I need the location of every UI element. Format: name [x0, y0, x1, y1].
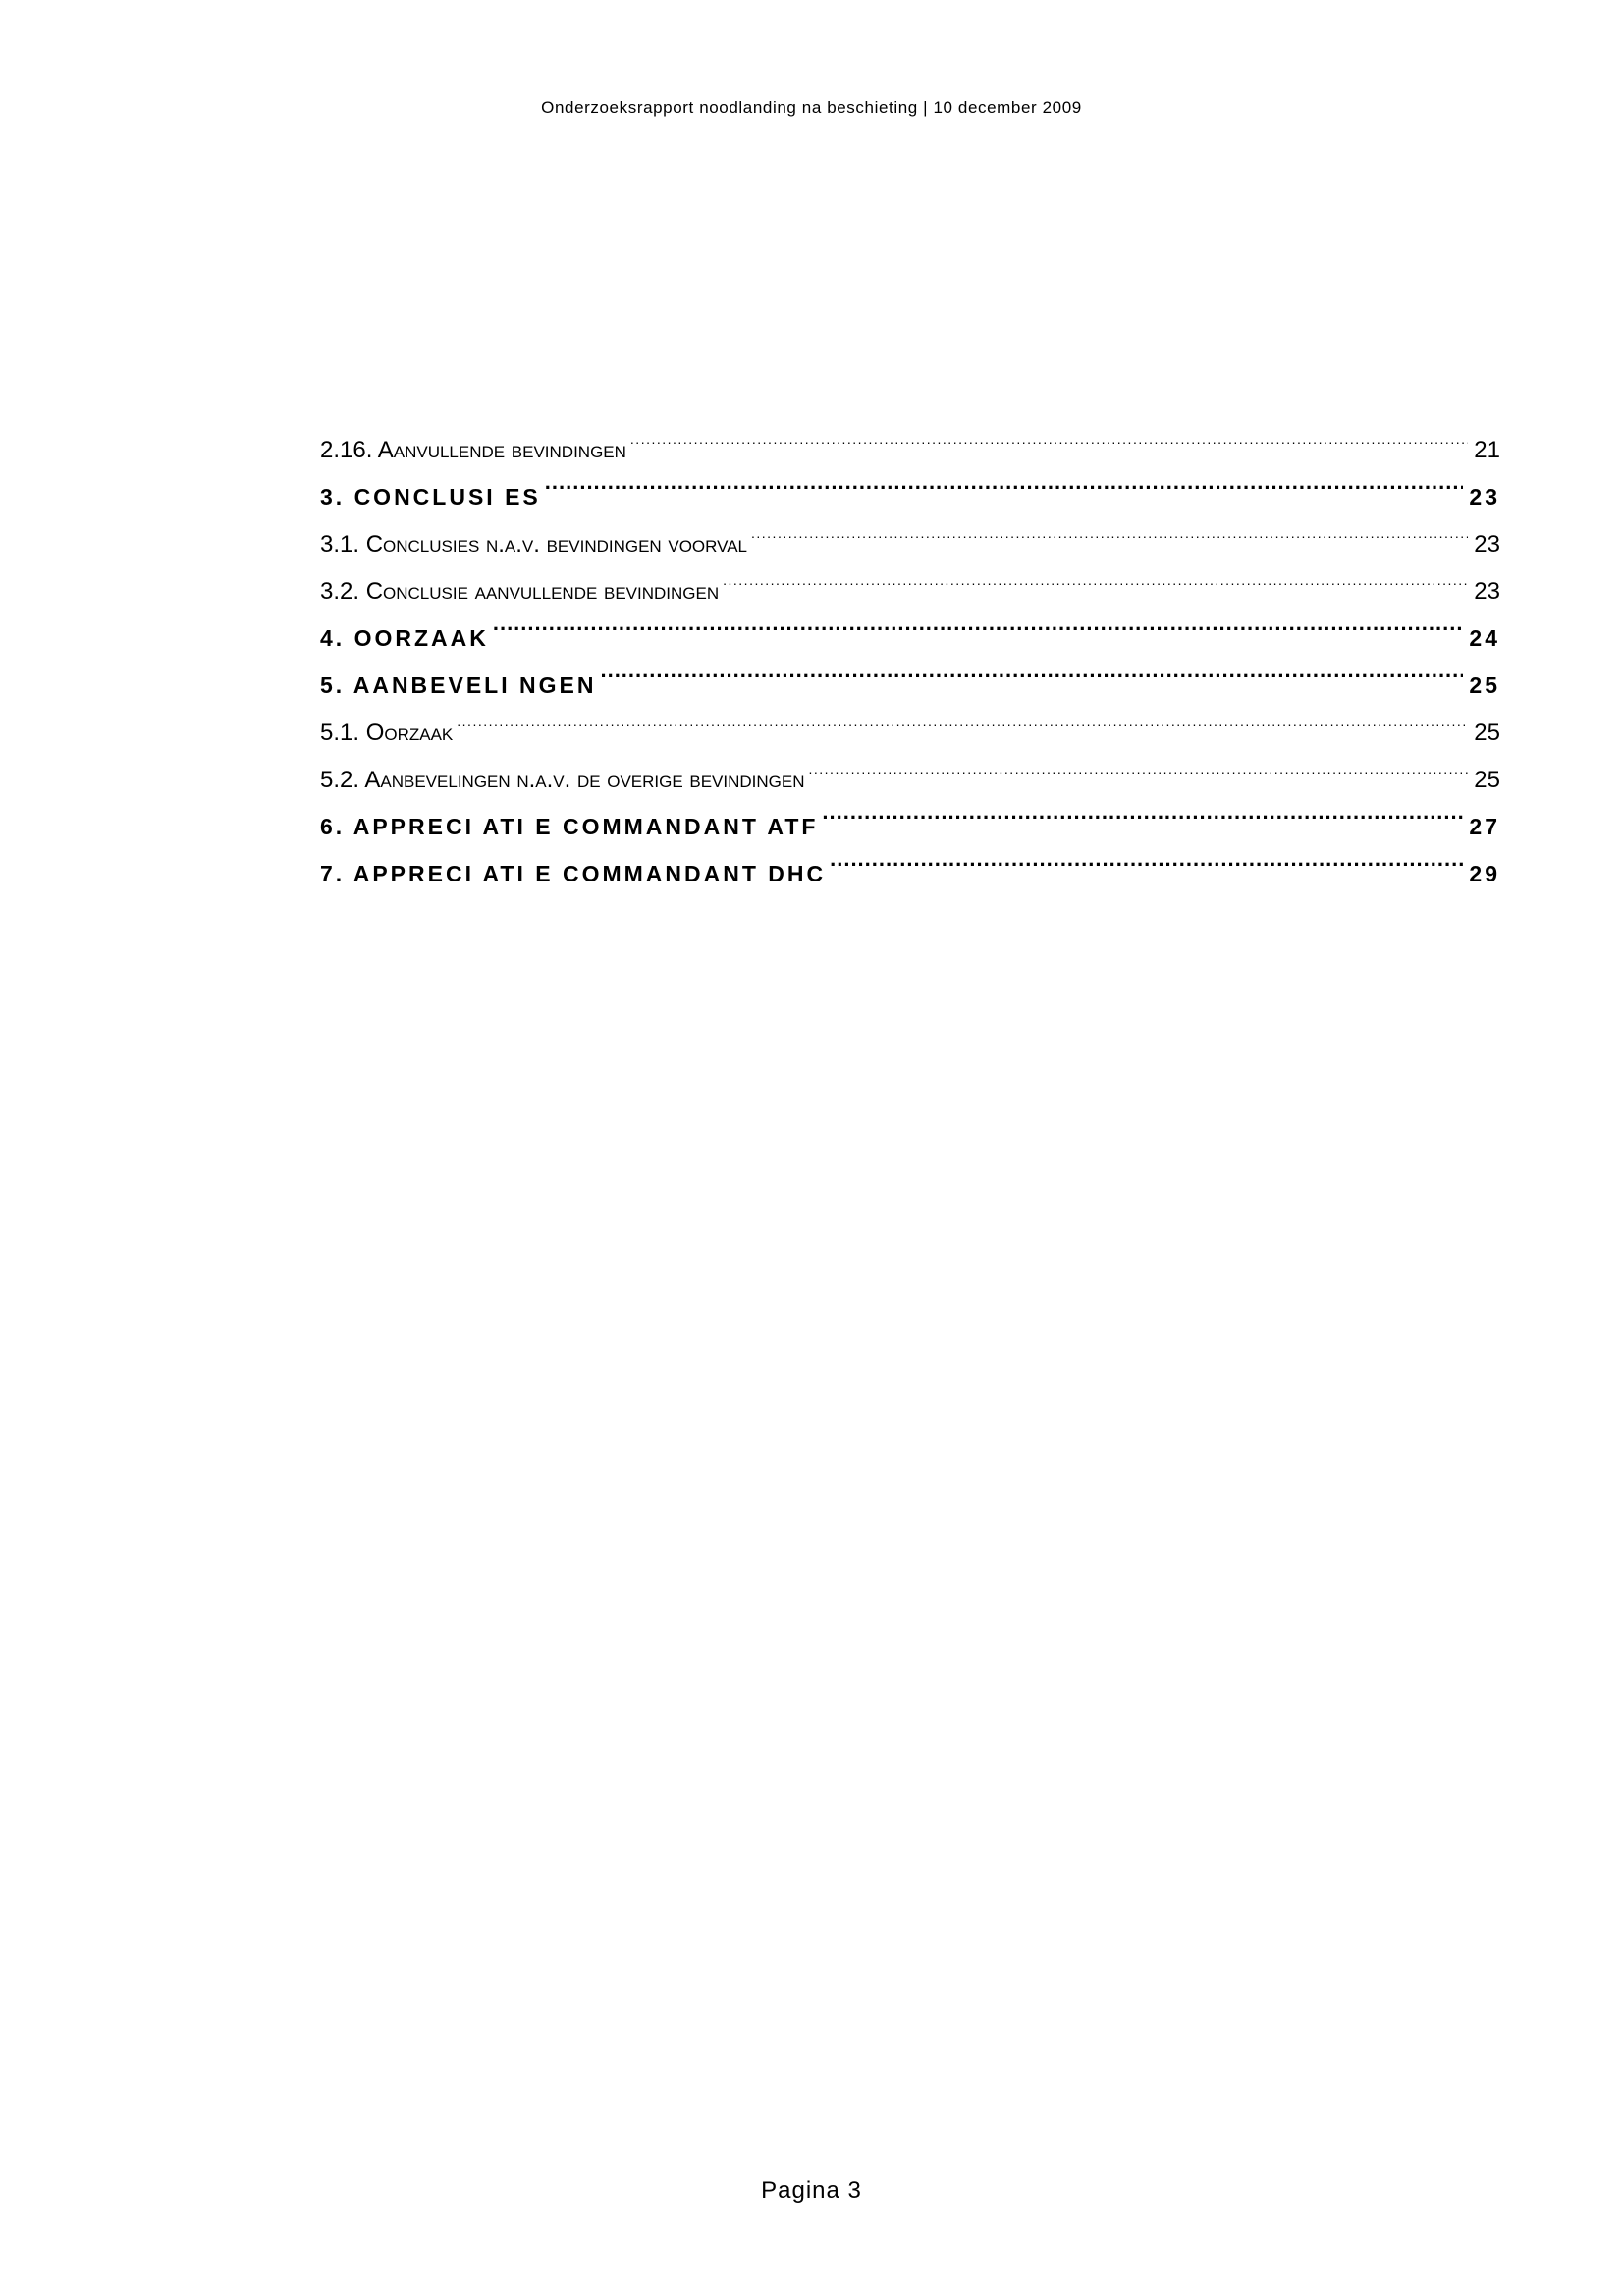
toc-entry-label: onclusies n.a.v. bevindingen voorval — [383, 531, 747, 558]
toc-entry-oorzaak[interactable] — [320, 599, 1500, 651]
toc-entry-number: 6. APPRECI ATI E COMMANDANT ATF — [320, 814, 819, 839]
toc-entry-oorzaak-sub[interactable] — [320, 693, 1500, 746]
toc-entry-number: 2.16. A — [320, 437, 394, 463]
toc-entry-number: 5.1. O — [320, 720, 385, 746]
toc-entry-label: orzaak — [384, 720, 454, 746]
toc-page-number: 21 — [1474, 437, 1500, 463]
toc-dot-leader — [809, 740, 1469, 787]
toc-dot-leader — [723, 552, 1468, 599]
toc-entry-title — [320, 614, 489, 662]
toc-entry-aanbevelingen-overige[interactable] — [320, 740, 1500, 793]
toc-entry-title — [320, 757, 805, 804]
toc-page-number: 23 — [1474, 578, 1500, 605]
toc-entry-label: onclusie aanvullende bevindingen — [383, 578, 720, 605]
toc-entry-label: anvullende bevindingen — [393, 437, 626, 463]
toc-page-number: 23 — [1474, 531, 1500, 558]
toc-page-number: 29 — [1469, 861, 1500, 886]
toc-entry-number: 4. OORZAAK — [320, 625, 489, 651]
toc-entry-number: 5.2. A — [320, 767, 381, 793]
toc-page-number: 25 — [1469, 672, 1500, 698]
toc-page-number: 24 — [1469, 625, 1500, 651]
toc-dot-leader — [830, 834, 1463, 881]
table-of-contents — [320, 410, 1500, 886]
toc-entry-number: 3. CONCLUSI ES — [320, 484, 541, 509]
toc-entry-label: anbevelingen n.a.v. de overige bevindingen — [380, 767, 805, 793]
toc-entry-title — [320, 850, 826, 897]
toc-entry-number: 7. APPRECI ATI E COMMANDANT DHC — [320, 861, 827, 886]
toc-dot-leader — [751, 505, 1468, 552]
toc-page-number: 25 — [1474, 767, 1500, 793]
toc-page-number: 23 — [1469, 484, 1500, 509]
toc-entry-title — [320, 473, 541, 520]
toc-entry-title — [320, 710, 453, 757]
toc-entry-number: 3.2. C — [320, 578, 384, 605]
toc-entry-number: 5. AANBEVELI NGEN — [320, 672, 597, 698]
toc-entry-number: 3.1. C — [320, 531, 384, 558]
toc-entry-title — [320, 521, 747, 568]
toc-dot-leader — [493, 599, 1464, 646]
toc-dot-leader — [457, 693, 1468, 740]
toc-entry-title — [320, 803, 818, 850]
toc-entry-aanbevelingen[interactable] — [320, 646, 1500, 698]
toc-dot-leader — [600, 646, 1463, 693]
toc-dot-leader — [545, 457, 1464, 505]
toc-page-number: 27 — [1469, 814, 1500, 839]
toc-page-number: 25 — [1474, 720, 1500, 746]
toc-dot-leader — [630, 410, 1468, 457]
toc-entry-aanvullende-bevindingen[interactable] — [320, 410, 1500, 463]
page-number-footer: Pagina 3 — [761, 2177, 862, 2204]
running-header: Onderzoeksrapport noodlanding na beschieting | 10 december 2009 — [541, 98, 1082, 117]
toc-dot-leader — [822, 787, 1463, 834]
